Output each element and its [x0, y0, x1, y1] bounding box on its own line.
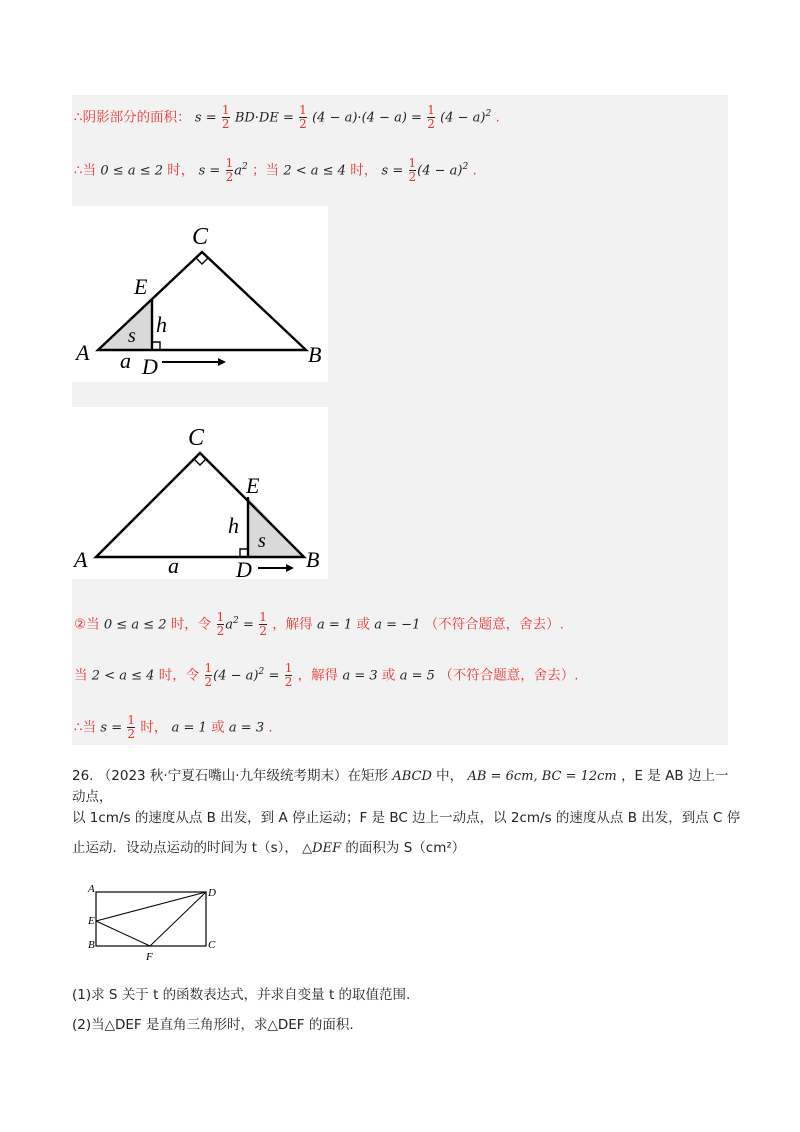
- label-d: D: [208, 887, 216, 899]
- segment-fd: [150, 892, 206, 946]
- solve-text: ，解得: [272, 616, 313, 633]
- step2-line-1: [74, 611, 564, 638]
- arrow-head: [286, 564, 294, 572]
- piecewise-line: [74, 157, 477, 184]
- label-f: F: [146, 951, 153, 962]
- exponent: 2: [258, 667, 265, 677]
- sub-question-1: (1)求 S 关于 t 的函数表达式，并求自变量 t 的取值范围.: [72, 987, 411, 1003]
- right-angle-mark-c: [194, 459, 206, 465]
- question-line-2: 以 1cm/s 的速度从点 B 出发，到 A 停止运动；F 是 BC 边上一动点，以 2cm/s 的速度从点 B 出发，到点 C 停: [72, 810, 741, 826]
- arrow-head: [218, 358, 226, 366]
- triangle-diagram-1: [72, 206, 328, 382]
- fraction-half: $\frac{1}{2}$: [225, 156, 234, 184]
- formula-s: s =: [198, 163, 221, 179]
- range-2: 2 < a ≤ 4: [91, 668, 155, 684]
- question-line-3-start: 止运动．设动点运动的时间为 t（s），: [72, 840, 298, 856]
- label-e: E: [134, 274, 148, 299]
- label-e: E: [246, 473, 260, 498]
- reject-note: （不符合题意，舍去）.: [424, 616, 564, 633]
- triangle-diagram-2: [72, 407, 328, 579]
- label-c: C: [208, 939, 216, 951]
- range-1: 0 ≤ a ≤ 2: [100, 163, 163, 179]
- question-line-1-end: ，E 是 AB 边上一动点，: [72, 768, 729, 805]
- label-e: E: [88, 915, 95, 927]
- segment-ef: [96, 921, 150, 946]
- period: .: [268, 719, 273, 736]
- case-sep: ；当: [252, 162, 280, 179]
- var-a: a: [225, 617, 234, 633]
- exponent: 2: [242, 162, 248, 172]
- label-d: D: [236, 557, 252, 579]
- label-a-vertex: A: [76, 340, 90, 365]
- case-prefix: ∴当: [74, 162, 97, 179]
- label-b: B: [308, 342, 322, 367]
- range-2: 2 < a ≤ 4: [283, 163, 346, 179]
- exponent: 2: [485, 109, 492, 119]
- rect-name: ABCD: [392, 769, 432, 784]
- right-angle-mark-c: [196, 258, 208, 264]
- equals: =: [268, 668, 280, 684]
- fraction-half: $\frac{1}{2}$: [204, 661, 213, 689]
- fraction-half: $\frac{1}{2}$: [216, 610, 225, 638]
- formula-s: s =: [381, 163, 404, 179]
- period: .: [472, 162, 477, 179]
- label-a: A: [88, 883, 95, 895]
- area-formula-line: [74, 104, 500, 131]
- label-b: B: [88, 939, 95, 951]
- fraction-half: $\frac{1}{2}$: [127, 713, 136, 741]
- solve-text: ，解得: [297, 667, 339, 684]
- rectangle-figure: [80, 876, 230, 962]
- question-line-3-end: 的面积为 S（cm²）: [345, 840, 466, 856]
- answer-1: a = 1: [316, 617, 353, 633]
- label-h: h: [156, 312, 167, 337]
- case-mid-2: 时，: [350, 162, 378, 179]
- formula-s: s =: [100, 720, 123, 736]
- fraction-half: $\frac{1}{2}$: [427, 103, 435, 131]
- rect-dimensions: AB = 6cm, BC = 12cm: [467, 769, 617, 784]
- label-a-length: a: [168, 553, 179, 578]
- question-line-3: [72, 838, 732, 859]
- step2-line-2: [74, 662, 579, 689]
- conclusion-line: [74, 714, 273, 741]
- fraction-half: $\frac{1}{2}$: [221, 103, 230, 131]
- label-h: h: [228, 513, 239, 538]
- or-text: 或: [356, 616, 370, 633]
- question-mid: 中，: [436, 768, 464, 784]
- label-s: s: [128, 325, 136, 347]
- exponent: 2: [233, 616, 239, 626]
- fraction-half: $\frac{1}{2}$: [284, 661, 293, 689]
- question-source: （2023 秋·宁夏石嘴山·九年级统考期末）在矩形: [97, 768, 389, 784]
- var-a: a: [234, 163, 242, 179]
- label-s: s: [258, 530, 266, 552]
- formula-bd-de: BD·DE =: [234, 110, 294, 126]
- exponent: 2: [462, 162, 469, 172]
- sub-question-2: (2)当△DEF 是直角三角形时，求△DEF 的面积.: [72, 1017, 354, 1033]
- triangle-figure-2: [72, 407, 328, 579]
- equals: =: [243, 617, 254, 633]
- let-text: 时，令: [170, 616, 212, 633]
- answer-1: a = 3: [342, 668, 378, 684]
- label-c: C: [192, 224, 209, 250]
- area-label: ∴阴影部分的面积：: [74, 109, 191, 126]
- formula-square-base: (4 − a): [440, 110, 486, 126]
- rectangle-abcd: [96, 892, 206, 946]
- triangle-name: △DEF: [302, 841, 342, 856]
- formula-product: (4 − a)·(4 − a) =: [312, 110, 422, 126]
- conclusion-prefix: ∴当: [74, 719, 97, 736]
- rectangle-diagram: [80, 876, 230, 962]
- conclusion-mid: 时，: [140, 719, 168, 736]
- question-line-1: [72, 766, 732, 807]
- step2-prefix: ②当: [74, 616, 100, 633]
- label-a-length: a: [120, 348, 131, 373]
- or-text: 或: [211, 719, 225, 736]
- answer-2: a = −1: [374, 617, 421, 633]
- reject-note: （不符合题意，舍去）.: [439, 667, 579, 684]
- period: .: [495, 109, 500, 126]
- question-number: 26.: [72, 768, 94, 784]
- label-d: D: [142, 354, 158, 379]
- label-a-vertex: A: [74, 547, 88, 572]
- answer-2: a = 5: [399, 668, 435, 684]
- answer-1: a = 1: [171, 720, 207, 736]
- or-text: 或: [381, 667, 396, 684]
- formula-s: s =: [194, 110, 217, 126]
- label-c: C: [188, 425, 205, 451]
- formula-square-base: (4 − a): [213, 668, 259, 684]
- let-text: 时，令: [158, 667, 200, 684]
- segment-ed: [96, 892, 206, 921]
- case-mid-1: 时，: [167, 162, 195, 179]
- fraction-half: $\frac{1}{2}$: [299, 103, 307, 131]
- formula-square-base: (4 − a): [417, 163, 463, 179]
- answer-2: a = 3: [228, 720, 265, 736]
- range-1: 0 ≤ a ≤ 2: [103, 617, 167, 633]
- fraction-half: $\frac{1}{2}$: [259, 610, 267, 638]
- triangle-figure-1: [72, 206, 328, 382]
- label-b: B: [306, 547, 320, 572]
- fraction-half: $\frac{1}{2}$: [408, 156, 417, 184]
- step2-prefix: 当: [74, 667, 88, 684]
